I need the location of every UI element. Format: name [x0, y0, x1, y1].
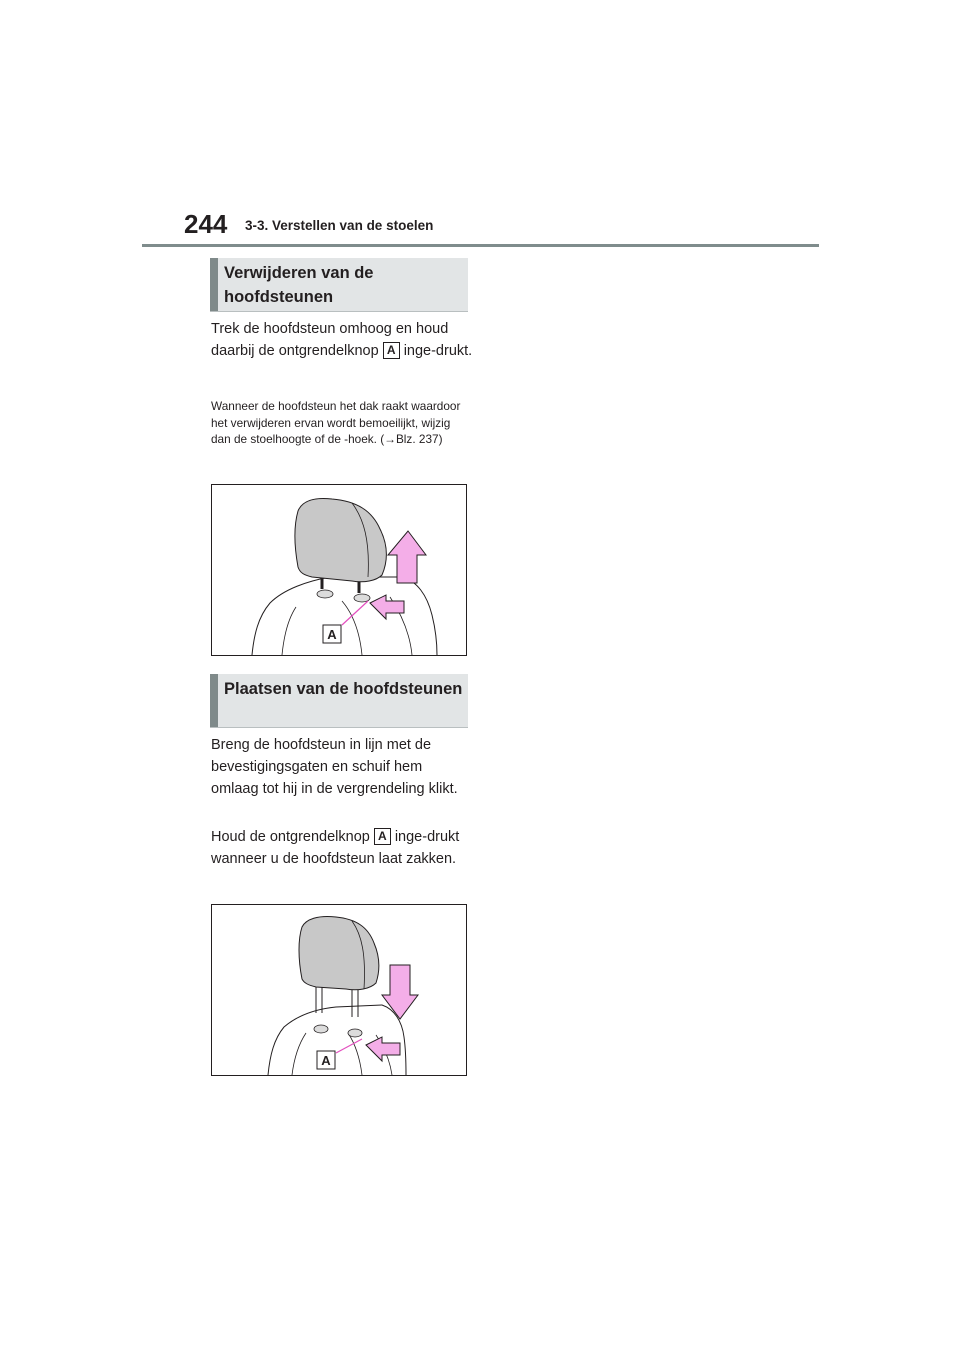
page-number: 244 — [184, 209, 228, 239]
section-title-install: Plaatsen van de hoofdsteunen — [224, 680, 463, 698]
section-accent-bar — [210, 258, 218, 311]
section-accent-bar — [210, 674, 218, 727]
install-instruction-text-1: Houd de ontgrendelknop — [211, 829, 370, 845]
figure-remove-headrest — [211, 484, 467, 656]
remove-note: Wanneer de hoofdsteun het dak raakt waardoor het verwijderen ervan wordt bemoeilijkt, wijzig dan de stoelhoogte of de -hoek. (→Blz. 237) — [211, 399, 461, 446]
remove-instruction — [211, 318, 473, 362]
remove-instruction-text-1: Trek de hoofdsteun omhoog en houd daarbij de ontgrendelknop — [211, 321, 449, 359]
figure-install-headrest — [211, 904, 467, 1076]
install-instruction-1: Breng de hoofdsteun in lijn met de bevestigingsgaten en schuif hem omlaag tot hij in de vergrendeling klikt. — [211, 737, 458, 797]
ref-label-a: A — [374, 828, 391, 845]
section-heading-install — [210, 674, 468, 728]
figure-label-a: A — [327, 627, 337, 642]
figure-label-a: A — [321, 1053, 331, 1068]
section-title-remove: Verwijderen van de hoofdsteunen — [224, 264, 374, 306]
ref-label-a: A — [383, 342, 400, 359]
install-instruction-2 — [211, 826, 473, 870]
remove-instruction-text-2: inge-drukt. — [403, 343, 473, 359]
install-instruction-text-2: inge-drukt wanneer u de hoofdsteun laat zakken. — [211, 829, 460, 867]
header-divider — [142, 244, 819, 247]
chapter-title: 3-3. Verstellen van de stoelen — [245, 218, 434, 233]
section-heading-remove — [210, 258, 468, 312]
